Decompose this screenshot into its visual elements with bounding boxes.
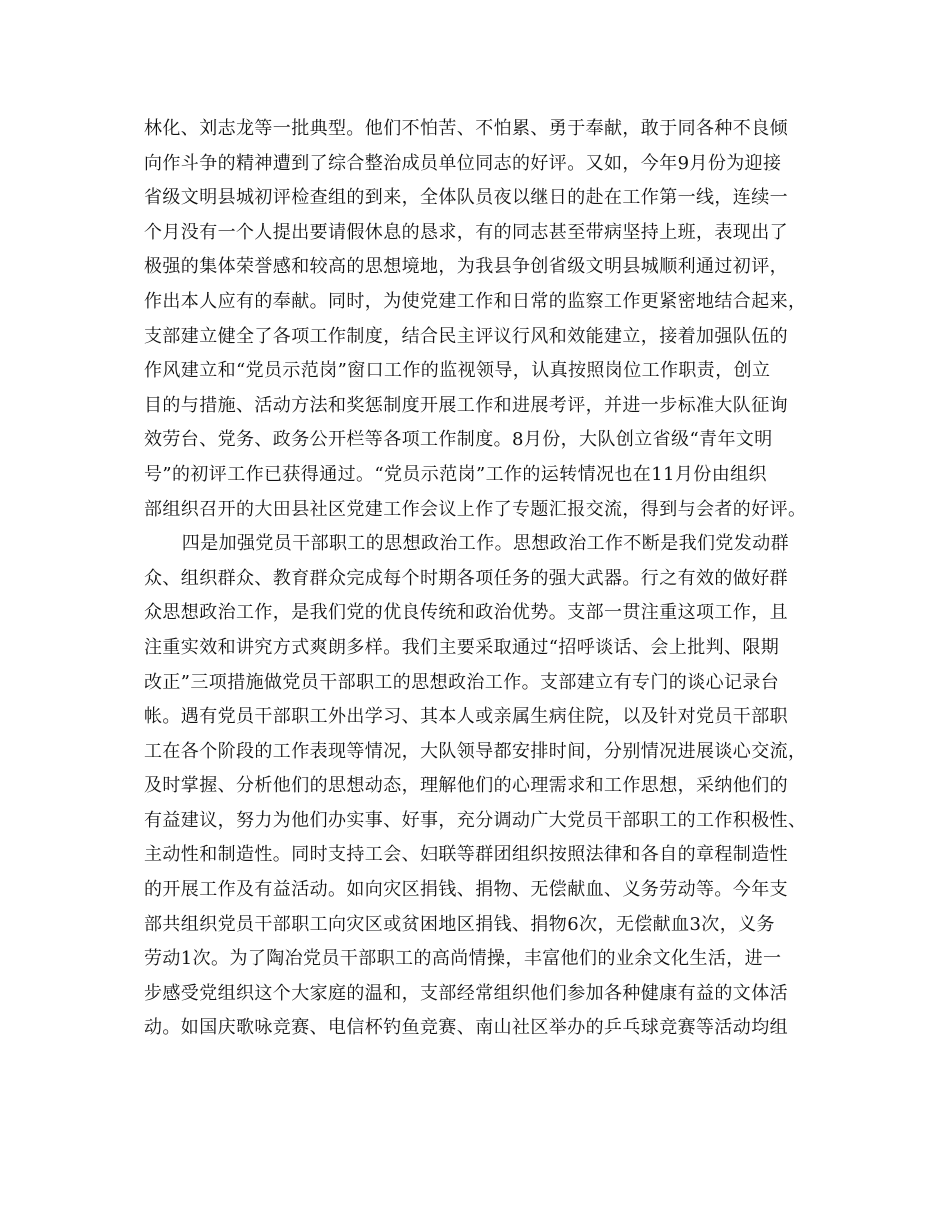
text-line: 号”的初评工作已获得通过。“党员示范岗”工作的运转情况也在11月份由组织 bbox=[144, 463, 767, 485]
text-line: 众思想政治工作，是我们党的优良传统和政治优势。支部一贯注重这项工作，且 bbox=[144, 602, 788, 624]
text-line: 支部建立健全了各项工作制度，结合民主评议行风和效能建立，接着加强队伍的 bbox=[144, 325, 788, 347]
text-line: 效劳台、党务、政务公开栏等各项工作制度。8月份，大队创立省级“青年文明 bbox=[144, 429, 773, 451]
text-line: 众、组织群众、教育群众完成每个时期各项任务的强大武器。行之有效的做好群 bbox=[144, 567, 788, 589]
text-line: 劳动1次。为了陶冶党员干部职工的高尚情操，丰富他们的业余文化生活，进一 bbox=[144, 948, 782, 970]
text-line: 步感受党组织这个大家庭的温和，支部经常组织他们参加各种健康有益的文体活 bbox=[144, 982, 788, 1004]
text-line: 部共组织党员干部职工向灾区或贫困地区捐钱、捐物6次，无偿献血3次，义务 bbox=[144, 913, 775, 935]
text-line: 动。如国庆歌咏竞赛、电信杯钓鱼竞赛、南山社区举办的乒乓球竞赛等活动均组 bbox=[144, 1017, 788, 1039]
text-line: 及时掌握、分析他们的思想动态，理解他们的心理需求和工作思想，采纳他们的 bbox=[144, 775, 788, 797]
text-line: 的开展工作及有益活动。如向灾区捐钱、捐物、无偿献血、义务劳动等。今年支 bbox=[144, 879, 788, 901]
text-line: 注重实效和讲究方式爽朗多样。我们主要采取通过“招呼谈话、会上批判、限期 bbox=[144, 636, 780, 658]
body-text bbox=[144, 112, 810, 1046]
text-line: 改正”三项措施做党员干部职工的思想政治工作。支部建立有专门的谈心记录台 bbox=[144, 671, 780, 693]
text-line: 个月没有一个人提出要请假休息的恳求，有的同志甚至带病坚持上班，表现出了 bbox=[144, 221, 788, 243]
text-line: 主动性和制造性。同时支持工会、妇联等群团组织按照法律和各自的章程制造性 bbox=[144, 844, 788, 866]
text-line: 省级文明县城初评检查组的到来，全体队员夜以继日的赴在工作第一线，连续一 bbox=[144, 187, 788, 209]
text-line: 目的与措施、活动方法和奖惩制度开展工作和进展考评，并进一步标准大队征询 bbox=[144, 394, 788, 416]
text-line: 极强的集体荣誉感和较高的思想境地，为我县争创省级文明县城顺利通过初评， bbox=[144, 256, 788, 278]
text-line: 作风建立和“党员示范岗”窗口工作的监视领导，认真按照岗位工作职责，创立 bbox=[144, 360, 771, 382]
text-line: 向作斗争的精神遭到了综合整治成员单位同志的好评。又如，今年9月份为迎接 bbox=[144, 152, 782, 174]
paragraph-start-line: 四是加强党员干部职工的思想政治工作。思想政治工作不断是我们党发动群 bbox=[181, 533, 789, 555]
text-line: 有益建议，努力为他们办实事、好事，充分调动广大党员干部职工的工作积极性、 bbox=[144, 809, 807, 831]
text-line: 作出本人应有的奉献。同时，为使党建工作和日常的监察工作更紧密地结合起来， bbox=[144, 290, 807, 312]
text-line: 部组织召开的大田县社区党建工作会议上作了专题汇报交流，得到与会者的好评。 bbox=[144, 498, 807, 520]
text-line: 帐。遇有党员干部职工外出学习、其本人或亲属生病住院，以及针对党员干部职 bbox=[144, 706, 788, 728]
text-line: 林化、刘志龙等一批典型。他们不怕苦、不怕累、勇于奉献，敢于同各种不良倾 bbox=[144, 118, 788, 139]
text-line: 工在各个阶段的工作表现等情况，大队领导都安排时间，分别情况进展谈心交流， bbox=[144, 740, 807, 762]
